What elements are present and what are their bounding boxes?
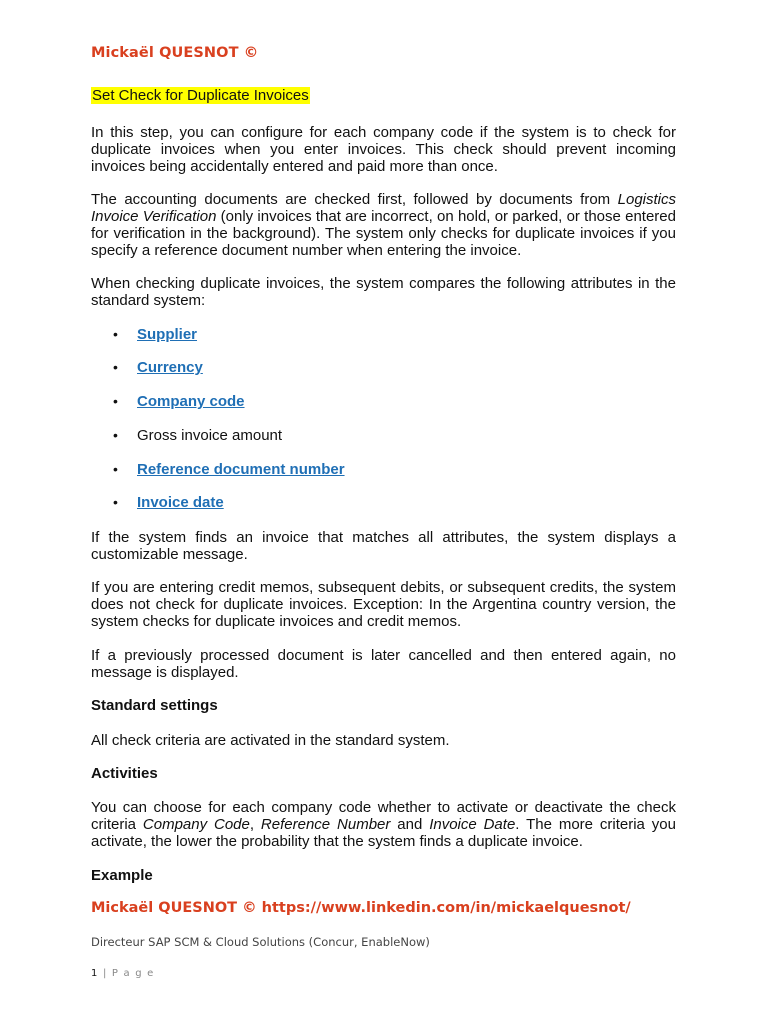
standard-settings-heading: Standard settings bbox=[91, 697, 218, 714]
criteria-invoice-date: Invoice Date bbox=[429, 816, 516, 833]
cancelled-paragraph: If a previously processed document is later cancelled and then entered again, no message is displayed. bbox=[91, 647, 676, 681]
intro-paragraph: In this step, you can configure for each company code if the system is to check for duplicate invoices when you enter invoices. This check should prevent incoming invoices being accidentally entered and paid more than once. bbox=[91, 124, 676, 175]
link-supplier[interactable]: Supplier bbox=[137, 326, 198, 343]
bullet-icon: • bbox=[113, 461, 118, 477]
list-item[interactable] bbox=[113, 359, 203, 376]
bullet-icon: • bbox=[113, 359, 118, 375]
header-author: Mickaël QUESNOT © bbox=[91, 45, 259, 61]
list-item[interactable] bbox=[113, 461, 345, 478]
page-number bbox=[91, 968, 155, 979]
footer-author-link[interactable]: Mickaël QUESNOT © https://www.linkedin.com/in/mickaelquesnot/ bbox=[91, 900, 631, 916]
criteria-company-code: Company Code bbox=[142, 816, 250, 833]
list-item[interactable] bbox=[113, 494, 224, 511]
bullet-icon: • bbox=[113, 393, 118, 409]
activities-sep-2: and bbox=[390, 816, 430, 833]
footer-role: Directeur SAP SCM & Cloud Solutions (Concur, EnableNow) bbox=[91, 935, 430, 949]
activities-heading: Activities bbox=[91, 765, 158, 782]
link-invoice-date[interactable]: Invoice date bbox=[137, 494, 224, 511]
criteria-reference-number: Reference Number bbox=[260, 816, 391, 833]
bullet-icon: • bbox=[113, 326, 118, 342]
match-paragraph: If the system finds an invoice that matches all attributes, the system displays a customizable message. bbox=[91, 529, 676, 563]
credit-memo-paragraph: If you are entering credit memos, subsequent debits, or subsequent credits, the system does not check for duplicate invoices. Exception: In the Argentina country version, the system checks for duplicate invoices and credit memos. bbox=[91, 579, 676, 630]
page-label: | P a g e bbox=[102, 968, 155, 979]
bullet-icon: • bbox=[113, 494, 118, 510]
activities-text-a: You can choose for each company code whether to activate or deactivate the check criteria bbox=[91, 799, 676, 833]
activities-text-b: . The more criteria you activate, the lower the probability that the system finds a duplicate invoice. bbox=[91, 816, 676, 850]
bullet-icon: • bbox=[113, 427, 118, 443]
activities-paragraph bbox=[91, 799, 676, 850]
page-number-value: 1 bbox=[91, 968, 99, 979]
accounting-text-b: (only invoices that are incorrect, on hold, or parked, or those entered for verification in the background). The system only checks for duplicate invoices if you specify a reference document number when entering the invoice. bbox=[91, 208, 676, 259]
list-item[interactable] bbox=[113, 326, 197, 343]
example-heading: Example bbox=[91, 867, 153, 884]
accounting-text-em: Logistics Invoice Verification bbox=[91, 191, 676, 225]
standard-settings-text: All check criteria are activated in the standard system. bbox=[91, 732, 450, 749]
compare-paragraph: When checking duplicate invoices, the system compares the following attributes in the standard system: bbox=[91, 275, 676, 309]
accounting-text-a: The accounting documents are checked first, followed by documents from bbox=[91, 191, 618, 208]
accounting-paragraph bbox=[91, 191, 676, 259]
link-company-code[interactable]: Company code bbox=[137, 393, 245, 410]
link-reference-document-number[interactable]: Reference document number bbox=[137, 461, 345, 478]
list-item[interactable] bbox=[113, 393, 245, 410]
section-title-text: Set Check for Duplicate Invoices bbox=[92, 87, 309, 104]
list-item bbox=[113, 427, 282, 444]
gross-invoice-amount: Gross invoice amount bbox=[137, 427, 283, 444]
link-currency[interactable]: Currency bbox=[137, 359, 203, 376]
activities-sep-1: , bbox=[249, 816, 261, 833]
section-title bbox=[91, 87, 310, 105]
